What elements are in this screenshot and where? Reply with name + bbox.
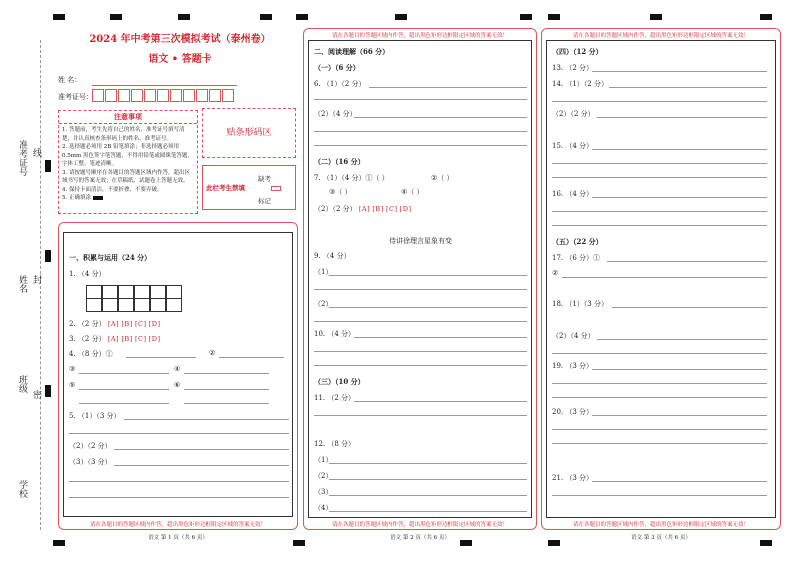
- option-c[interactable]: [C]: [134, 335, 147, 343]
- binding-label-mi: 密: [31, 390, 41, 399]
- answer-line[interactable]: [354, 401, 527, 402]
- absent-top-label: 缺考: [258, 175, 271, 183]
- option-d[interactable]: [D]: [399, 205, 412, 213]
- q19-label: 19. （3 分）: [552, 362, 594, 370]
- binding-label-class: 班级: [17, 375, 27, 393]
- answer-line[interactable]: [314, 289, 527, 290]
- name-label: 姓 名：: [58, 76, 82, 84]
- answer-line[interactable]: [552, 495, 767, 496]
- answer-line[interactable]: [314, 365, 527, 366]
- q9-label: 9. （4 分）: [314, 252, 351, 260]
- answer-line[interactable]: [592, 369, 767, 370]
- q12-4-label: （4）: [314, 504, 333, 512]
- answer-line[interactable]: [552, 429, 767, 430]
- warning-text: 请在各题目的答题区域内作答，超出黑色矩形边框限定区域的答案无效！: [572, 33, 749, 39]
- q5-3-label: （3）（3 分）: [69, 458, 112, 466]
- option-b[interactable]: [B]: [121, 320, 133, 328]
- notice-box: [58, 110, 198, 214]
- option-c[interactable]: [C]: [134, 320, 147, 328]
- answer-line[interactable]: [592, 415, 767, 416]
- q4-3-label: ③: [69, 365, 76, 373]
- q6-1-label: 6. （1）（2 分）: [314, 80, 366, 88]
- q12-label: 12. （8 分）: [314, 440, 356, 448]
- q20-label: 20. （3 分）: [552, 408, 594, 416]
- answer-line[interactable]: [592, 71, 767, 72]
- answer-line[interactable]: [314, 415, 527, 416]
- answer-line[interactable]: [184, 403, 269, 404]
- registration-mark: [260, 14, 272, 20]
- binding-label-name: 姓名: [17, 275, 27, 293]
- exam-title: 2024 年中考第三次模拟考试（泰州卷）: [89, 34, 271, 45]
- warning-text: 请在各题目的答题区域内作答，超出黑色矩形边框限定区域的答案无效！: [572, 522, 749, 528]
- registration-mark: [548, 14, 560, 20]
- q18-label: 18. （1）（3 分）: [552, 300, 608, 308]
- absent-checkbox[interactable]: [271, 186, 281, 191]
- page-footer: 语文 第 2 页（共 6 页）: [390, 535, 450, 541]
- answer-line[interactable]: [552, 443, 767, 444]
- answer-line[interactable]: [184, 373, 269, 374]
- binding-label-xian: 线: [31, 148, 41, 157]
- answer-line[interactable]: [592, 481, 767, 482]
- answer-line[interactable]: [314, 145, 527, 146]
- answer-line[interactable]: [124, 419, 289, 420]
- q7-1-label: 7. （1）（4 分）①（ ）: [314, 174, 389, 182]
- notice-item: 5. 正确填涂: [62, 194, 194, 203]
- filled-sample-icon: [93, 196, 103, 200]
- answer-line[interactable]: [369, 87, 527, 88]
- binding-label-school: 学校: [17, 480, 27, 498]
- answer-line[interactable]: [79, 389, 169, 390]
- answer-line[interactable]: [79, 403, 169, 404]
- binding-line: [40, 40, 41, 530]
- answer-line[interactable]: [552, 163, 767, 164]
- q9-2-label: （2）: [314, 300, 333, 308]
- answer-line[interactable]: [552, 397, 767, 398]
- option-d[interactable]: [D]: [148, 335, 161, 343]
- warning-text: 请在各题目的答题区域内作答，超出黑色矩形边框限定区域的答案无效！: [331, 33, 508, 39]
- answer-line[interactable]: [69, 497, 289, 498]
- q10-label: 10. （4 分）: [314, 330, 356, 338]
- q18-2-label: （2）（4 分）: [552, 332, 595, 340]
- answer-line[interactable]: [329, 307, 527, 308]
- q4-2-label: ②: [209, 349, 216, 357]
- answer-line[interactable]: [314, 99, 527, 100]
- q6-2-label: （2）（4 分）: [314, 110, 357, 118]
- option-b[interactable]: [B]: [121, 335, 133, 343]
- notice-item: 2. 选择题必须用 2B 铅笔填涂；非选择题必须用 0.5mm 黑色签字笔答题，不得用铅笔或圆珠笔答题，字体工整、笔迹清晰。: [62, 144, 193, 167]
- q7-3-label: ③（ ）: [329, 188, 352, 196]
- name-field[interactable]: [92, 85, 237, 86]
- answer-line[interactable]: [592, 197, 767, 198]
- answer-line[interactable]: [329, 463, 527, 464]
- exam-subtitle: 语文 • 答题卡: [148, 54, 212, 65]
- answer-line[interactable]: [126, 357, 196, 358]
- answer-line[interactable]: [607, 261, 767, 262]
- answer-line[interactable]: [552, 353, 767, 354]
- id-label: 准考证号：: [58, 93, 93, 101]
- q12-1-label: （1）: [314, 456, 333, 464]
- absent-box: [202, 165, 296, 210]
- option-d[interactable]: [D]: [148, 320, 161, 328]
- part-5-title: （五）（22 分）: [552, 237, 603, 246]
- q7-4-label: ④（ ）: [401, 188, 424, 196]
- answer-line[interactable]: [552, 101, 767, 102]
- q17-label: 17. （6 分）①: [552, 254, 601, 262]
- binding-label-id: 准考证号: [17, 140, 27, 176]
- answer-line[interactable]: [552, 383, 767, 384]
- answer-line[interactable]: [184, 389, 269, 390]
- registration-mark: [53, 14, 65, 20]
- answer-line[interactable]: [69, 433, 289, 434]
- barcode-area: [202, 108, 296, 158]
- answer-line[interactable]: [612, 307, 767, 308]
- answer-line[interactable]: [69, 481, 289, 482]
- q3-label: 3. （2 分） [A] [B] [C] [D]: [69, 335, 161, 343]
- q15-label: 15. （4 分）: [552, 142, 594, 150]
- registration-mark: [395, 14, 407, 20]
- answer-line[interactable]: [114, 449, 289, 450]
- registration-mark: [760, 14, 772, 20]
- registration-mark: [650, 14, 662, 20]
- answer-line[interactable]: [354, 117, 527, 118]
- answer-line[interactable]: [314, 351, 527, 352]
- notice-item: 1. 答题前，考生先将自己的姓名、准考证号填写清楚，并认真核查条形码上的姓名、准考证号。: [62, 127, 185, 142]
- registration-mark: [110, 14, 122, 20]
- section-1-answer-box: [63, 232, 293, 517]
- q17-2-label: ②: [552, 269, 559, 277]
- q4-4-label: ④: [174, 365, 181, 373]
- q11-label: 11. （2 分）: [314, 394, 356, 402]
- q8-2-label: （2）（2 分） [A] [B] [C] [D]: [314, 205, 412, 213]
- answer-line[interactable]: [354, 337, 527, 338]
- q1-label: 1. （4 分）: [69, 270, 106, 278]
- part-4-title: （四）（12 分）: [552, 47, 603, 56]
- q5-1-label: 5. （1）（3 分）: [69, 412, 121, 420]
- phrase-text: 侍讲徐理言星象有变: [389, 237, 452, 245]
- option-a[interactable]: [A]: [358, 205, 371, 213]
- registration-mark: [45, 250, 51, 262]
- answer-line[interactable]: [597, 117, 767, 118]
- part-1-title: （一）（6 分）: [314, 63, 360, 72]
- answer-line[interactable]: [552, 225, 767, 226]
- part-2-title: （二）（16 分）: [314, 157, 365, 166]
- answer-line[interactable]: [552, 177, 767, 178]
- absent-left-label: 此栏考生禁填: [206, 184, 245, 192]
- q12-2-label: （2）: [314, 472, 333, 480]
- registration-mark: [296, 14, 308, 20]
- section-3-answer-box: [546, 40, 776, 518]
- part-3-title: （三）（10 分）: [314, 377, 365, 386]
- answer-line[interactable]: [219, 357, 284, 358]
- q12-3-label: （3）: [314, 488, 333, 496]
- q4-6-label: ⑥: [174, 381, 181, 389]
- answer-line[interactable]: [609, 87, 767, 88]
- q4-label: 4. （8 分）①: [69, 350, 113, 358]
- q9-1-label: （1）: [314, 268, 333, 276]
- answer-line[interactable]: [592, 149, 767, 150]
- option-a[interactable]: [A]: [107, 335, 120, 343]
- answer-line[interactable]: [314, 131, 527, 132]
- barcode-label: 贴条形码区: [226, 128, 272, 138]
- registration-mark: [45, 160, 51, 172]
- answer-line[interactable]: [314, 321, 527, 322]
- section-2-title: 二、阅读理解（66 分）: [314, 47, 390, 56]
- answer-line[interactable]: [329, 495, 527, 496]
- warning-text: 请在各题目的答题区域内作答，超出黑色矩形边框限定区域的答案无效！: [331, 522, 508, 528]
- q16-label: 16. （4 分）: [552, 190, 594, 198]
- q21-label: 21. （3 分）: [552, 474, 594, 482]
- section-1-title: 一、积累与运用（24 分）: [69, 253, 152, 262]
- answer-line[interactable]: [552, 211, 767, 212]
- q4-5-label: ⑤: [69, 381, 76, 389]
- answer-line[interactable]: [562, 277, 767, 278]
- registration-mark: [45, 385, 51, 397]
- binding-label-feng: 封: [31, 275, 41, 284]
- answer-line[interactable]: [79, 373, 169, 374]
- notice-item: 3. 请按题号顺序在各题目的答题区域内作答，超出区域书写的答案无效；在草稿纸、试题卷上答题无效。: [62, 169, 190, 184]
- notice-item: 4. 保持卡面清洁，不要折叠、不要弄破。: [62, 186, 163, 193]
- option-a[interactable]: [A]: [107, 320, 120, 328]
- q14-2-label: （2）（2 分）: [552, 110, 595, 118]
- notice-title: 注意事项: [59, 111, 197, 124]
- q5-2-label: （2）（2 分）: [69, 442, 112, 450]
- q14-label: 14. （1）（2 分）: [552, 80, 608, 88]
- option-c[interactable]: [C]: [385, 205, 398, 213]
- answer-line[interactable]: [114, 465, 289, 466]
- answer-line[interactable]: [329, 275, 527, 276]
- registration-mark: [520, 14, 532, 20]
- option-b[interactable]: [B]: [372, 205, 384, 213]
- answer-line[interactable]: [597, 339, 767, 340]
- answer-line[interactable]: [329, 479, 527, 480]
- q2-label: 2. （2 分） [A] [B] [C] [D]: [69, 320, 161, 328]
- section-2-answer-box: [308, 40, 532, 518]
- page-footer: 语文 第 1 页（共 6 页）: [148, 535, 208, 541]
- q13-label: 13. （2 分）: [552, 64, 594, 72]
- absent-bottom-label: 标记: [258, 197, 271, 205]
- page-footer: 语文 第 3 页（共 6 页）: [631, 535, 691, 541]
- q7-2-label: ②（ ）: [431, 174, 454, 182]
- answer-line[interactable]: [329, 511, 527, 512]
- warning-text: 请在各题目的答题区域内作答，超出黑色矩形边框限定区域的答案无效！: [89, 522, 266, 528]
- registration-mark: [178, 14, 190, 20]
